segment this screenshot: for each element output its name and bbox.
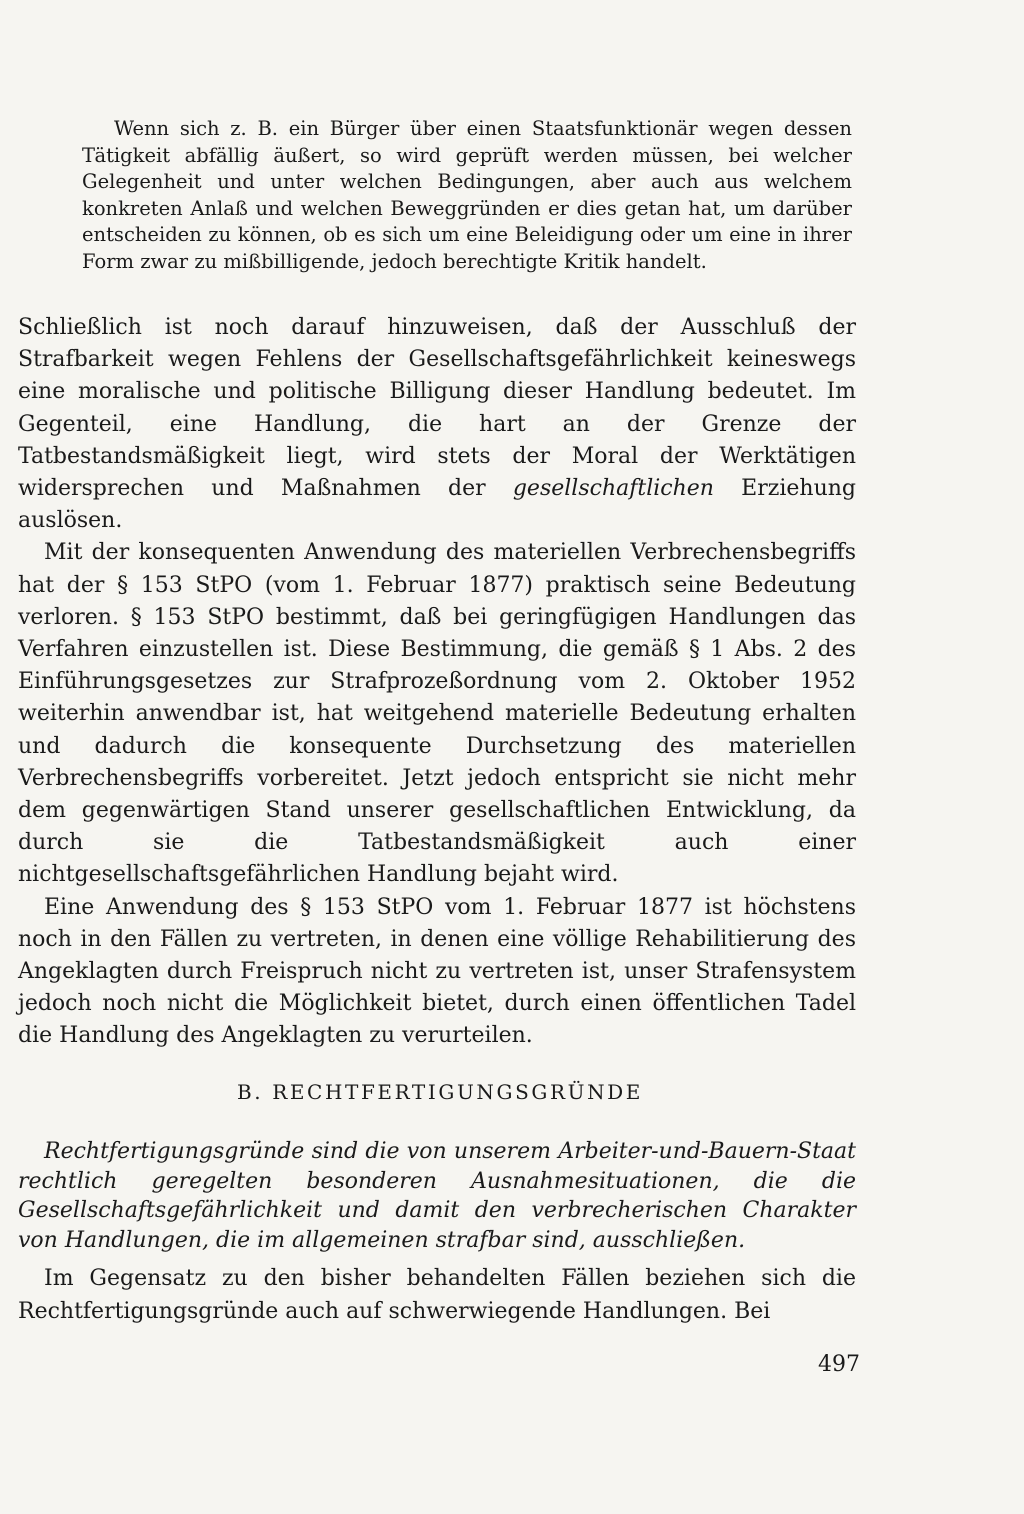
body-text [18, 312, 856, 1053]
paragraph-1-emphasis: gesellschaftlichen [512, 476, 714, 502]
definition-paragraph: Rechtfertigungsgründe sind die von unserem Arbeiter-und-Bauern-Staat rechtlich geregelten besonderen Ausnahmesituationen, die die Gesellschaftsgefährlichkeit und damit den verbrecherischen Charakter von Handlungen, die im allgemeinen strafbar sind, ausschließen. [18, 1139, 856, 1253]
section-heading: B. RECHTFERTIGUNGSGRÜNDE [236, 1080, 643, 1104]
paragraph-3: Eine Anwendung des § 153 StPO vom 1. Februar 1877 ist höchstens noch in den Fällen zu vertreten, in denen eine völlige Rehabilitierung des Angeklagten durch Freispruch nicht zu vertreten ist, unser Strafensystem jedoch noch nicht die Möglichkeit bietet, durch einen öffentlichen Tadel die Handlung des Angeklagten zu verurteilen. [18, 894, 856, 1049]
page-number: 497 [818, 1352, 860, 1377]
quoted-example: Wenn sich z. B. ein Bürger über einen Staatsfunktionär wegen dessen Tätigkeit abfällig äußert, so wird geprüft werden müssen, bei welcher Gelegenheit und unter welchen Bedingungen, aber auch aus welchem konkreten Anlaß und welchen Beweggründen er dies getan hat, um darüber entscheiden zu können, ob es sich um eine Beleidigung oder um eine in ihrer Form zwar zu mißbilligende, jedoch berechtigte Kritik handelt. [82, 117, 852, 273]
paragraph-1 [18, 312, 856, 537]
paragraph-1-end: Erziehung auslösen. [18, 476, 856, 534]
paragraph-1-text: Schließlich ist noch darauf hinzuweisen, daß der Ausschluß der Strafbarkeit wegen Fehlens der Gesellschaftsgefährlichkeit keineswegs eine moralische und politische Billigung dieser Handlung bedeutet. Im Gegenteil, eine Handlung, die hart an der Grenze der Tatbestandsmäßigkeit liegt, wird stets der Moral der Werktätigen widersprechen und Maßnahmen der [18, 315, 856, 502]
paragraph-2: Mit der konsequenten Anwendung des materiellen Verbrechensbegriffs hat der § 153 StPO (vom 1. Februar 1877) praktisch seine Bedeutung verloren. § 153 StPO bestimmt, daß bei geringfügigen Handlungen das Verfahren einzustellen ist. Diese Bestimmung, die gemäß § 1 Abs. 2 des Einführungsgesetzes zur Strafprozeßordnung vom 2. Oktober 1952 weiterhin anwendbar ist, hat weitgehend materielle Bedeutung erhalten und dadurch die konsequente Durchsetzung des materiellen Verbrechensbegriffs vorbereitet. Jetzt jedoch entspricht sie nicht mehr dem gegenwärtigen Stand unserer gesellschaftlichen Entwicklung, da durch sie die Tatbestandsmäßigkeit auch einer nichtgesellschaftsgefährlichen Handlung bejaht wird. [18, 540, 856, 888]
final-paragraph: Im Gegensatz zu den bisher behandelten Fällen beziehen sich die Rechtfertigungsgründe auch auf schwerwiegende Handlungen. Bei [18, 1266, 856, 1324]
